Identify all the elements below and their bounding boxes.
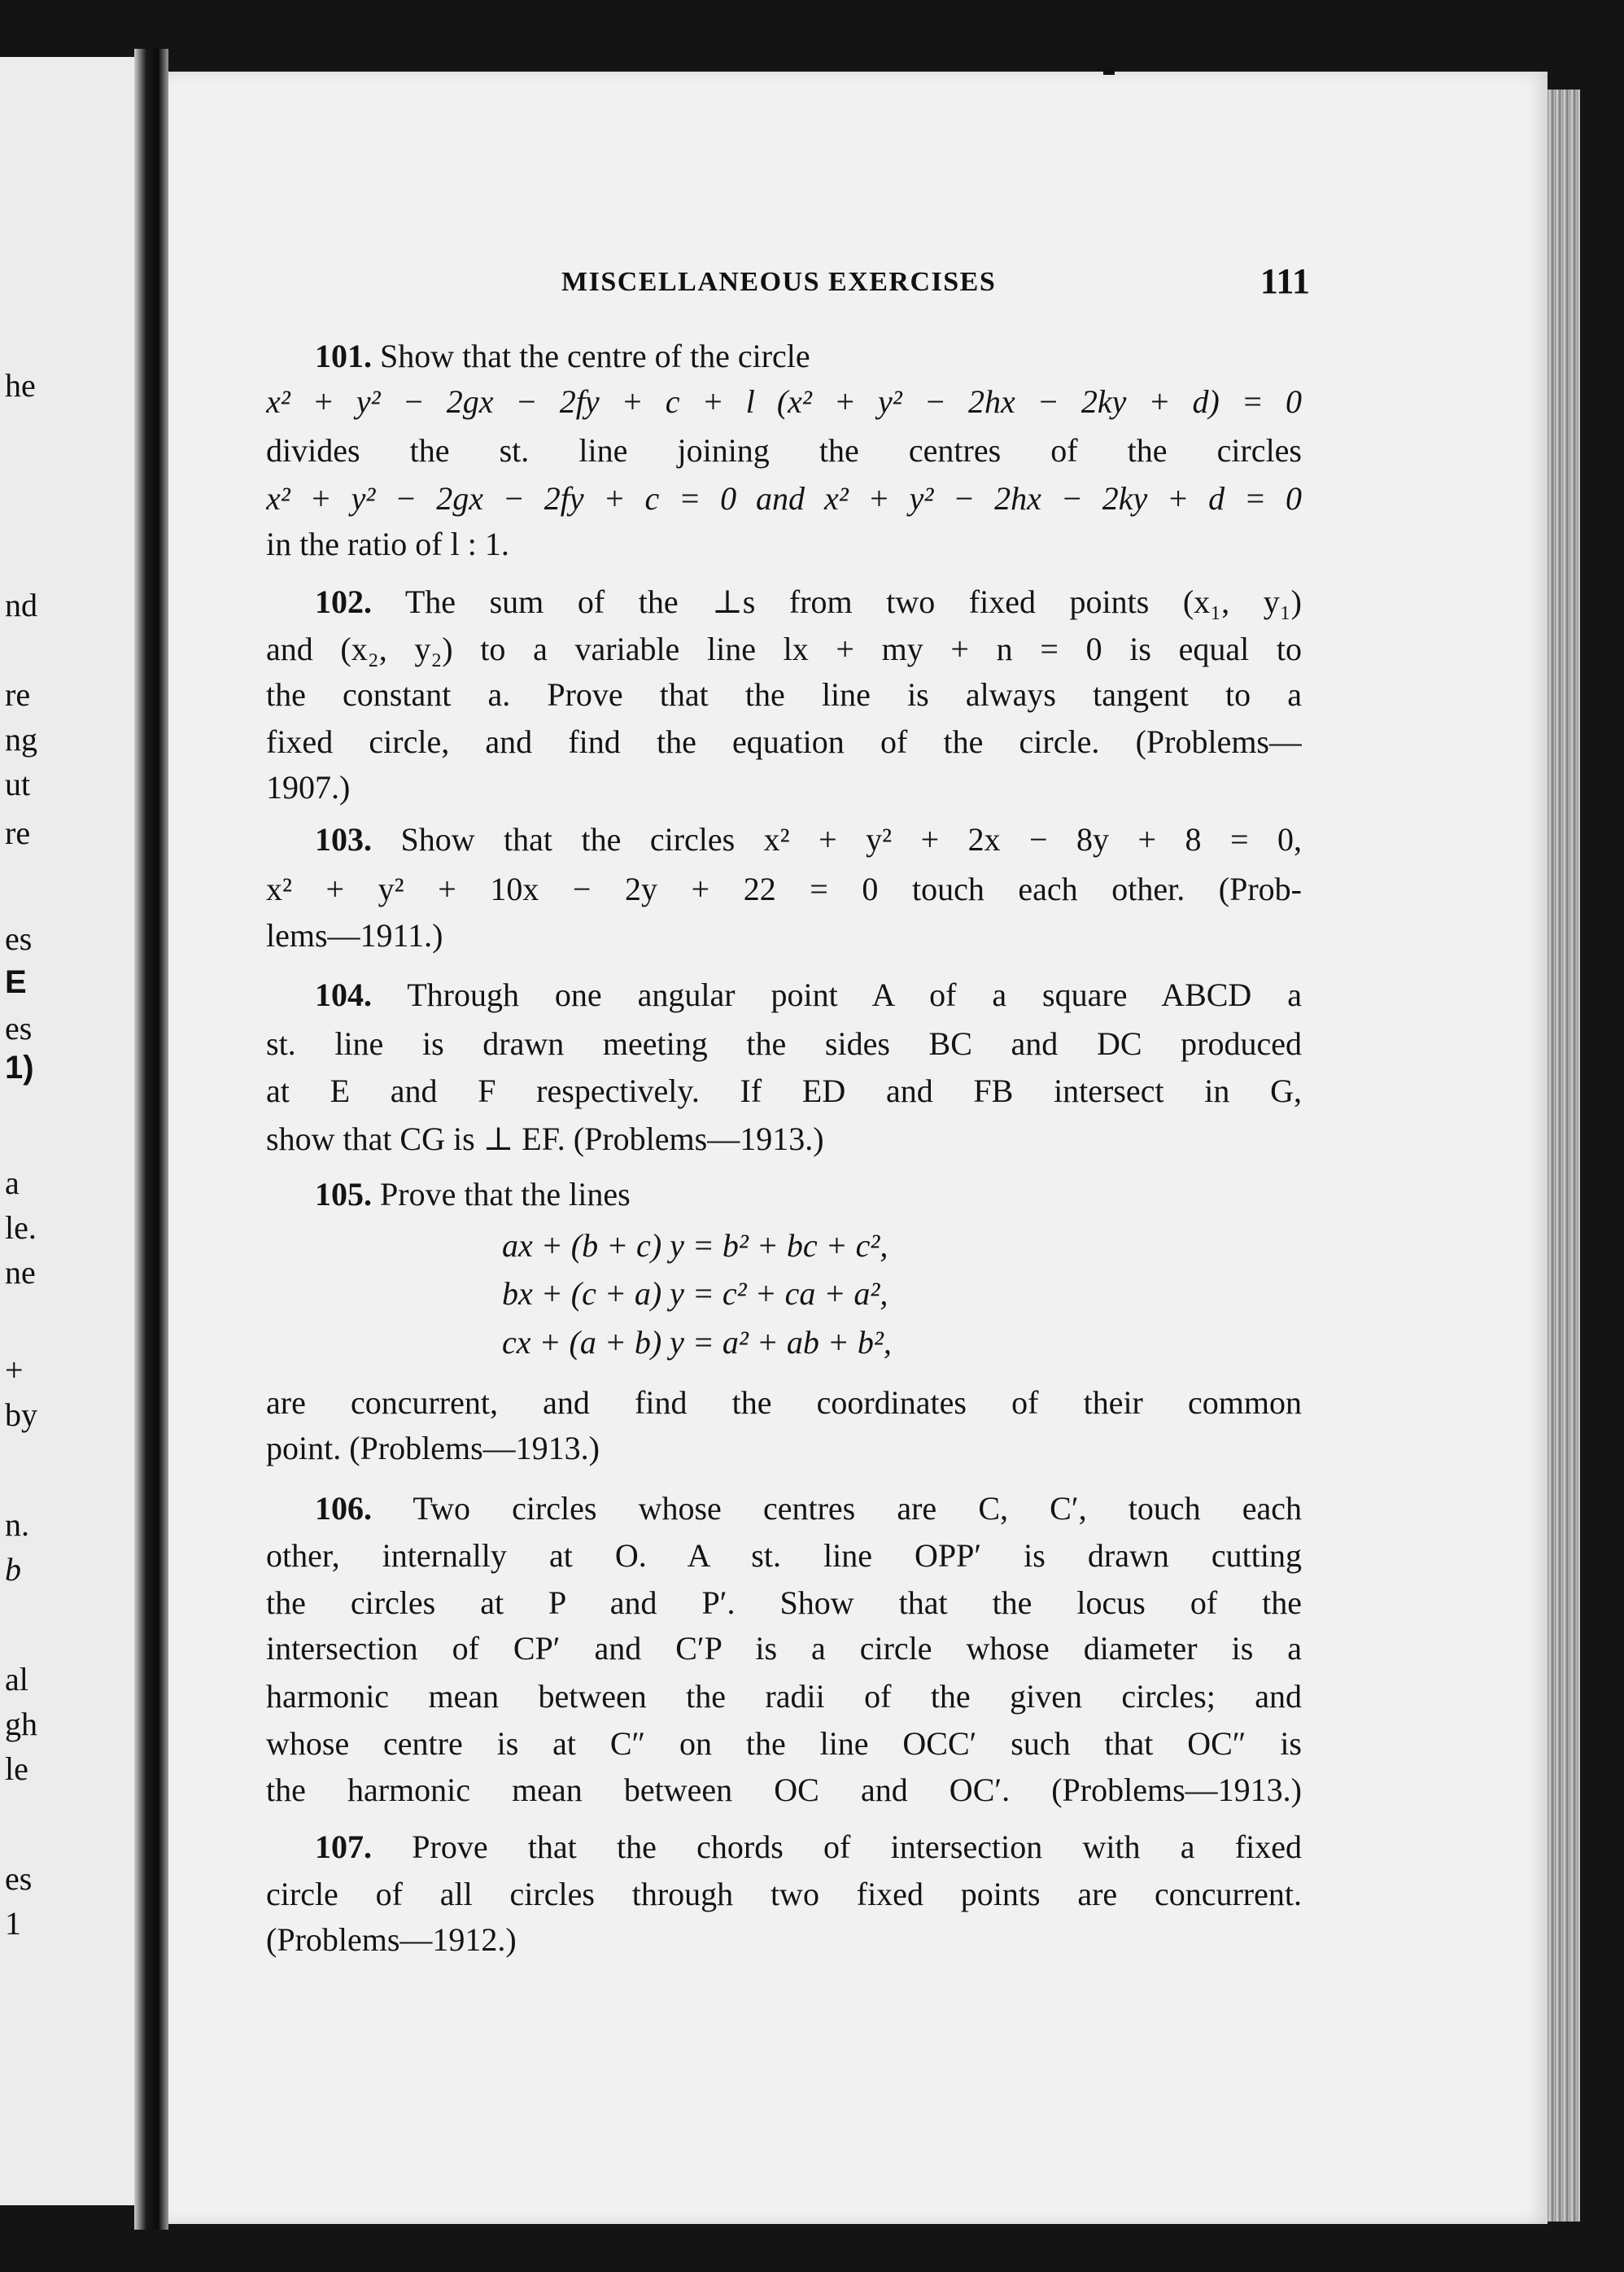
left-page-text-fragment: re [5, 815, 31, 851]
exercise-107-line-1 [315, 1824, 1302, 1870]
left-page-text-fragment: es [5, 1860, 33, 1897]
equation-1: ax + (b + c) y = b² + bc + c², [502, 1227, 888, 1264]
exercise-101-line-5: in the ratio of l : 1. [266, 526, 509, 562]
left-page-text-fragment: E [5, 964, 27, 1000]
left-page-text-fragment: gh [5, 1706, 37, 1742]
page-edge [1548, 90, 1580, 2222]
exercise-number: 107. [315, 1829, 372, 1865]
left-page-text-fragment: le. [5, 1209, 37, 1246]
equation-2: bx + (c + a) y = c² + ca + a², [502, 1275, 888, 1312]
exercise-101-line-2 [266, 379, 1302, 425]
left-page-text-fragment: nd [5, 587, 37, 623]
exercise-101-line-3: divides the st. line joining the centres of the circles [266, 432, 1302, 469]
left-page-text-fragment: re [5, 676, 31, 713]
exercise-106-line-5: harmonic mean between the radii of the given circles; and [266, 1678, 1302, 1715]
exercise-105-line-2: are concurrent, and find the coordinates of their common [266, 1384, 1302, 1421]
equation-3: cx + (a + b) y = a² + ab + b², [502, 1324, 892, 1361]
exercise-103-line-3: lems—1911.) [266, 917, 443, 954]
page-number: 111 [1259, 261, 1310, 301]
left-page-text-fragment: a [5, 1164, 20, 1201]
exercise-text: Through one angular point A of a square ABCD a [407, 977, 1302, 1013]
exercise-text: Show that the circles x² + y² + 2x − 8y + 8 = 0, [400, 821, 1302, 858]
left-page-text-fragment: b [5, 1551, 21, 1588]
exercise-number: 106. [315, 1490, 372, 1527]
exercise-number: 103. [315, 821, 372, 858]
left-page-text-fragment: es [5, 920, 33, 957]
exercise-102-line-5: 1907.) [266, 769, 351, 806]
exercise-101-line-4 [266, 476, 1302, 522]
exercise-106-line-3: the circles at P and P′. Show that the locus of the [266, 1584, 1302, 1621]
exercise-number: 104. [315, 977, 372, 1013]
exercise-104-line-4: show that CG is ⊥ EF. (Problems—1913.) [266, 1121, 824, 1157]
exercise-107-line-3: (Problems—1912.) [266, 1921, 517, 1958]
left-page-text-fragment: + [5, 1352, 24, 1388]
left-page-text-fragment: ut [5, 766, 31, 802]
exercise-text: Prove that the lines [380, 1176, 631, 1212]
left-page-text-fragment: es [5, 1010, 33, 1046]
exercise-106-line-2: other, internally at O. A st. line OPP′ is drawn cutting [266, 1537, 1302, 1574]
exercise-103-line-1 [315, 817, 1302, 863]
exercise-104-line-2: st. line is drawn meeting the sides BC and DC produced [266, 1025, 1302, 1062]
exercise-105-line-1 [315, 1172, 1302, 1217]
exercise-number: 105. [315, 1176, 372, 1212]
exercise-number: 101. [315, 338, 372, 374]
exercise-106-line-6: whose centre is at C″ on the line OCC′ such that OC″ is [266, 1725, 1302, 1762]
exercise-text: The sum of the ⊥s from two fixed points (x₁, y₁) [404, 583, 1302, 620]
scan-mark [1103, 67, 1115, 75]
exercise-106-line-1 [315, 1486, 1302, 1531]
exercise-105-line-3: point. (Problems—1913.) [266, 1430, 600, 1466]
exercise-text: Show that the centre of the circle [380, 338, 810, 374]
left-page-text-fragment: 1 [5, 1905, 21, 1942]
exercise-text: Prove that the chords of intersection with a fixed [412, 1829, 1302, 1865]
exercise-102-line-4: fixed circle, and find the equation of the circle. (Problems— [266, 723, 1302, 760]
exercise-102-line-1 [315, 579, 1302, 625]
exercise-106-line-4: intersection of CP′ and C′P is a circle whose diameter is a [266, 1630, 1302, 1667]
left-page-text-fragment: 1) [5, 1050, 34, 1086]
exercise-102-line-3: the constant a. Prove that the line is always tangent to a [266, 676, 1302, 713]
exercise-106-line-7: the harmonic mean between OC and OC′. (Problems—1913.) [266, 1772, 1302, 1808]
exercise-101-line-1 [315, 334, 1302, 379]
left-page-text-fragment: he [5, 367, 36, 404]
page-header-title: MISCELLANEOUS EXERCISES [561, 267, 997, 297]
equation: x² + y² − 2gx − 2fy + c = 0 and x² + y² − 2hx − 2ky + d = 0 [266, 480, 1302, 517]
exercise-number: 102. [315, 583, 372, 620]
exercise-104-line-3: at E and F respectively. If ED and FB intersect in G, [266, 1073, 1302, 1109]
left-page-text-fragment: n. [5, 1506, 29, 1543]
running-head [561, 260, 1310, 309]
left-page-text-fragment: ne [5, 1254, 36, 1291]
left-page-text-fragment: al [5, 1661, 28, 1697]
exercise-102-line-2: and (x₂, y₂) to a variable line lx + my + n = 0 is equal to [266, 631, 1302, 667]
left-page-text-fragment: by [5, 1396, 37, 1433]
left-page-text-fragment: le [5, 1750, 28, 1787]
exercise-107-line-2: circle of all circles through two fixed points are concurrent. [266, 1876, 1302, 1912]
exercise-text: Two circles whose centres are C, C′, touch each [413, 1490, 1302, 1527]
exercise-103-line-2: x² + y² + 10x − 2y + 22 = 0 touch each other. (Prob- [266, 871, 1302, 907]
book-gutter [134, 49, 168, 2230]
left-page-text-fragment: ng [5, 721, 37, 758]
exercise-104-line-1 [315, 972, 1302, 1018]
equation: x² + y² − 2gx − 2fy + c + l (x² + y² − 2hx − 2ky + d) = 0 [266, 383, 1302, 420]
left-page-fragment [0, 57, 134, 2205]
